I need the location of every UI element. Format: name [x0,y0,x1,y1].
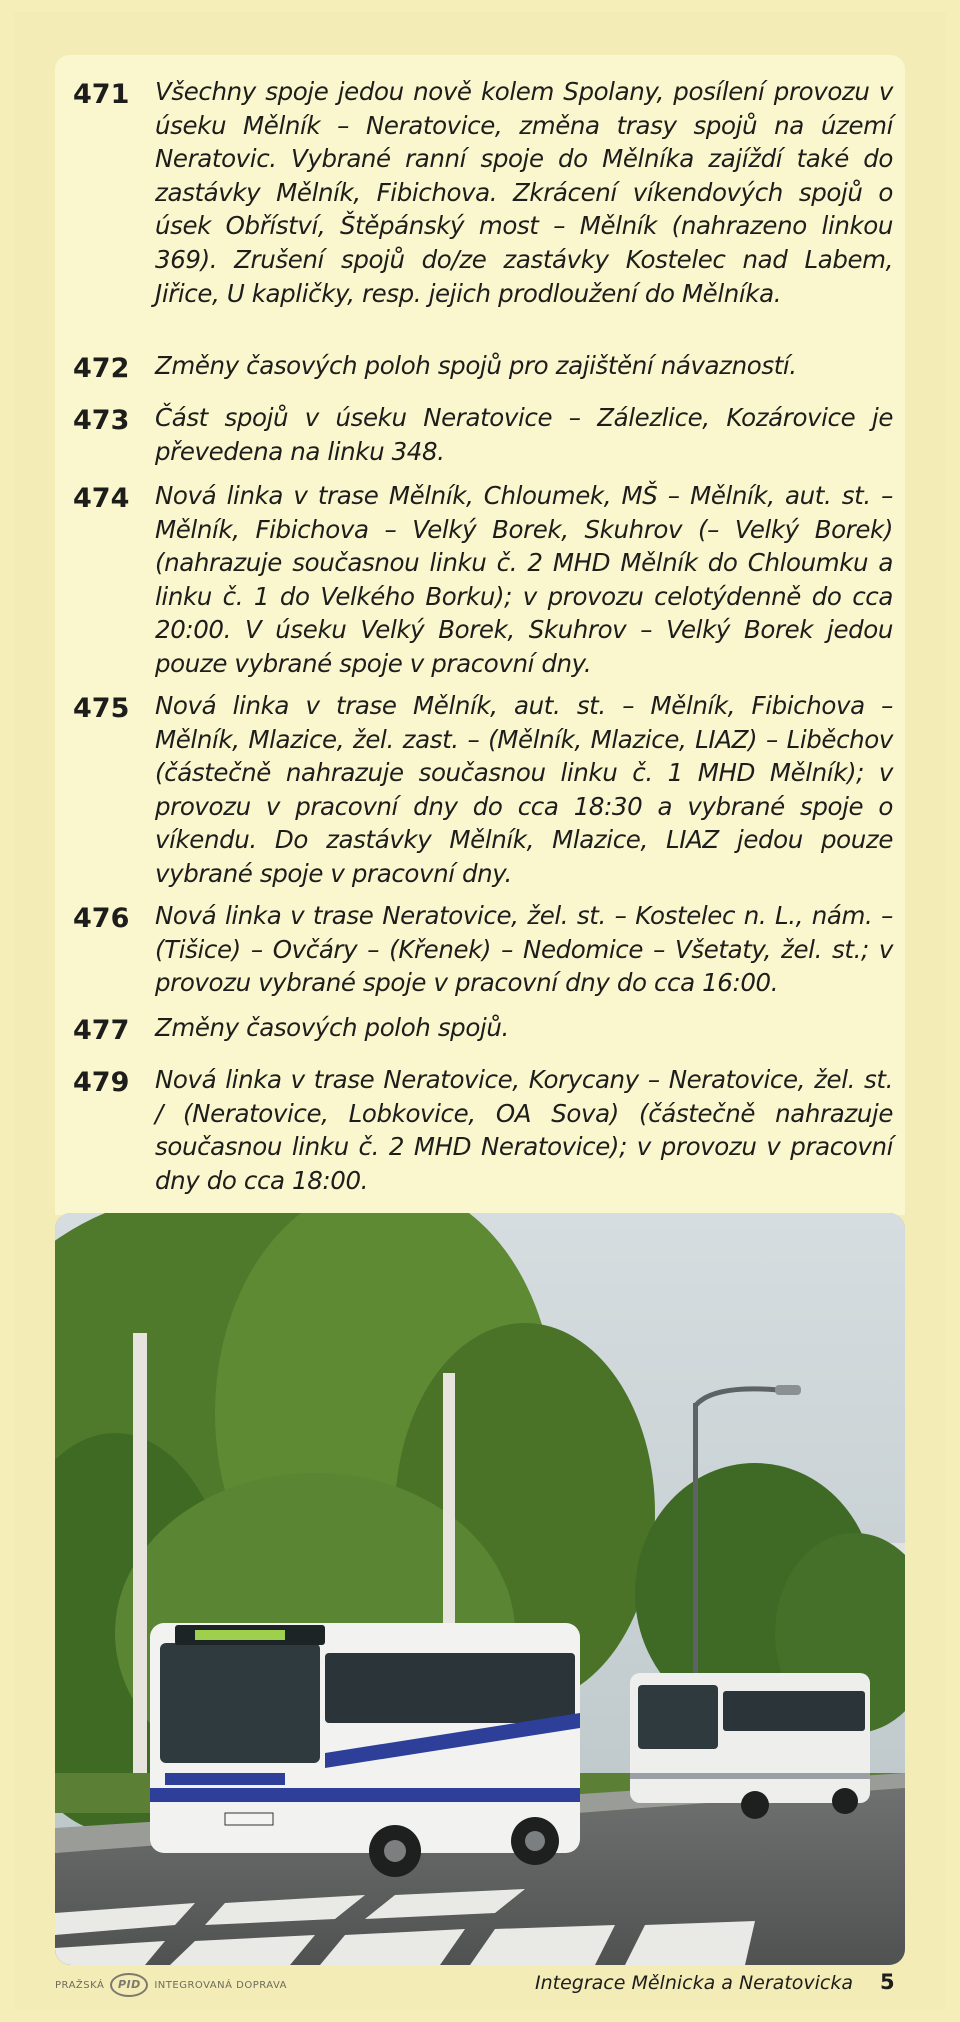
route-number: 476 [73,903,130,934]
route-description: Nová linka v trase Neratovice, Korycany – Neratovice, žel. st. / (Neratovice, Lobkovice, OA Sova) (částečně nahrazuje současnou linku č. 2 MHD Neratovice); v provozu v pracovní dny do cca 18:00. [155,1065,893,1195]
route-number: 477 [73,1015,130,1046]
route-number: 472 [73,353,130,384]
route-description: Část spojů v úseku Neratovice – Zálezlice, Kozárovice je převedena na linku 348. [155,403,893,466]
logo-text-right: INTEGROVANÁ DOPRAVA [154,1979,288,1991]
bus-photo-illustration [55,1213,905,1965]
route-description: Změny časových poloh spojů pro zajištění návazností. [155,351,797,380]
route-number: 473 [73,405,130,436]
route-description: Všechny spoje jedou nově kolem Spolany, posílení provozu v úseku Mělník – Neratovice, změna trasy spojů na území Neratovic. Vybrané ranní spoje do Mělníka zajíždí také do zastávky Mělník, Fibichova. Zkrácení víkendových spojů o úsek Obříství, Štěpánský most – Mělník (nahrazeno linkou 369). Zrušení spojů do/ze zastávky Kostelec nad Labem, Jiřice, U kapličky, resp. jejich prodloužení do Mělníka. [155,77,893,308]
route-description: Nová linka v trase Mělník, aut. st. – Mělník, Fibichova – Mělník, Mlazice, žel. zast. – (Mělník, Mlazice, LIAZ) – Liběchov (částečně nahrazuje současnou linku č. 1 MHD Mělník); v provozu v pracovní dny do cca 18:30 a vybrané spoje o víkendu. Do zastávky Mělník, Mlazice, LIAZ jedou pouze vybrané spoje v pracovní dny. [155,691,893,888]
logo-text-left: PRAŽSKÁ [55,1979,105,1991]
route-description: Změny časových poloh spojů. [155,1013,509,1042]
route-number: 471 [73,79,130,110]
page-number: 5 [880,1970,895,1994]
footer-title: Integrace Mělnicka a Neratovicka [535,1972,854,1994]
route-description: Nová linka v trase Mělník, Chloumek, MŠ – Mělník, aut. st. – Mělník, Fibichova – Velký Borek, Skuhrov (– Velký Borek) (nahrazuje současnou linku č. 2 MHD Mělník do Chloumku a linku č. 1 do Velkého Borku); v provozu celotýdenně do cca 20:00. V úseku Velký Borek, Skuhrov – Velký Borek jedou pouze vybrané spoje v pracovní dny. [155,481,893,678]
pid-logo [55,1970,287,2000]
route-number: 475 [73,693,130,724]
bus-photo [55,1213,905,1965]
route-number: 479 [73,1067,130,1098]
route-number: 474 [73,483,130,514]
pid-badge: PID [110,1973,148,1997]
route-changes-panel [55,55,905,1215]
route-description: Nová linka v trase Neratovice, žel. st. – Kostelec n. L., nám. – (Tišice) – Ovčáry – (Křenek) – Nedomice – Všetaty, žel. st.; v provozu vybrané spoje v pracovní dny do cca 16:00. [155,901,893,998]
